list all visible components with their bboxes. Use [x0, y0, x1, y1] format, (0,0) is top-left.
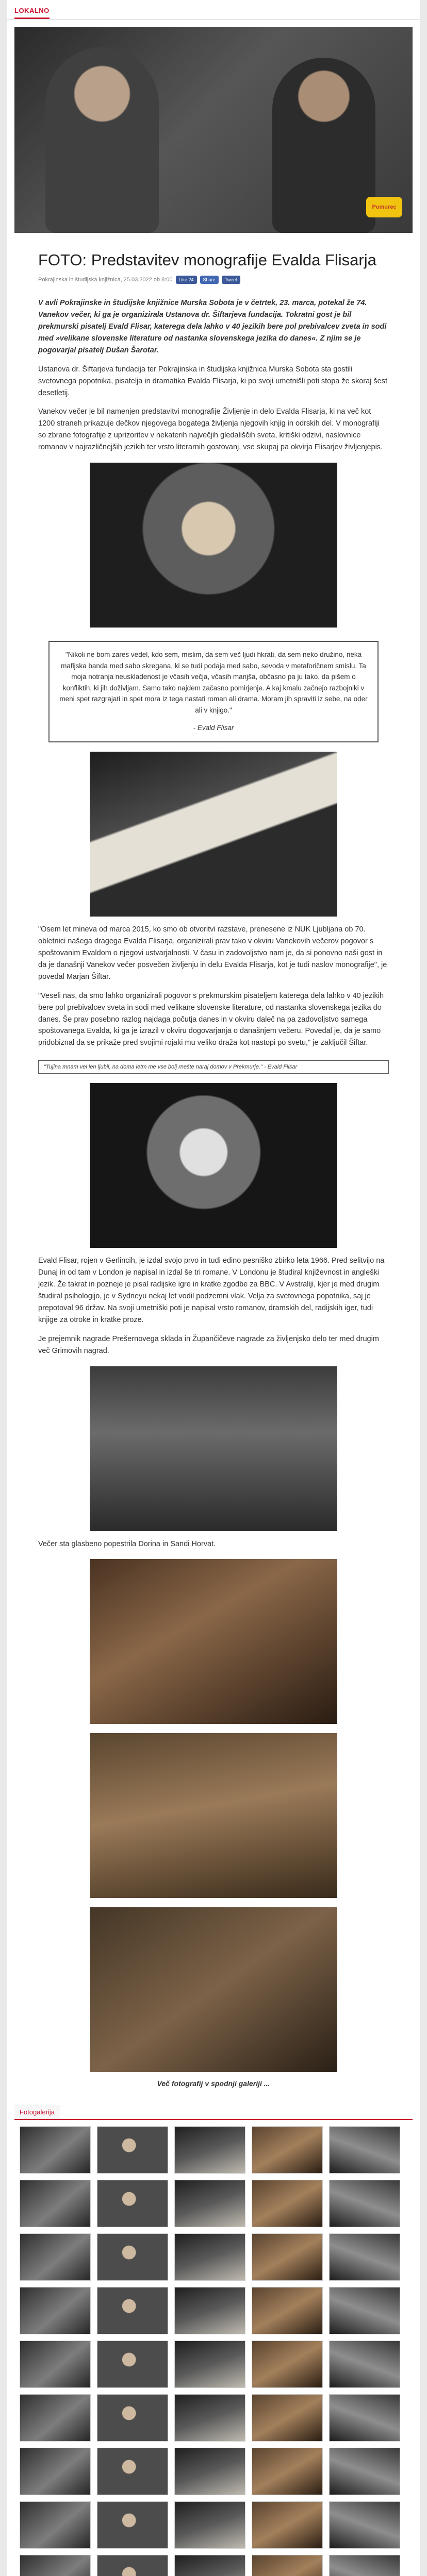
paragraph-1: Ustanova dr. Šiftarjeva fundacija ter Pokrajinska in študijska knjižnica Murska Sobota sta gostili svetovnega popotnika, pisatelja in dramatika Evalda Flisarja, ki po svoji umetnišli poti stopa že skoraj šest desetletij. — [38, 365, 388, 397]
article-photo-1[interactable] — [90, 463, 337, 628]
gallery-thumbnail[interactable] — [252, 2233, 323, 2281]
gallery-thumbnail[interactable] — [20, 2448, 91, 2495]
gallery-title[interactable]: Fotogalerija — [14, 2105, 60, 2119]
gallery-thumbnail[interactable] — [20, 2180, 91, 2227]
gallery-thumbnail[interactable] — [174, 2448, 245, 2495]
gallery-thumbnail[interactable] — [174, 2180, 245, 2227]
gallery-thumbnail[interactable] — [252, 2287, 323, 2334]
gallery-thumbnail[interactable] — [252, 2394, 323, 2442]
gallery-thumbnail[interactable] — [20, 2233, 91, 2281]
gallery-thumbnail[interactable] — [329, 2555, 400, 2576]
gallery-thumbnail[interactable] — [174, 2501, 245, 2549]
article-lead: V avli Pokrajinske in študijske knjižnice Murska Sobota je v četrtek, 23. marca, potekal že 74. Vanekov večer, ki ga je organizirala Ustanova dr. Šiftarjeva fundacija. Tokratni gost je bil prekmurski pisatelj Evald Flisar, katerega dela lahko v 40 jezikih bere pol prebivalcev zveta in sodi med »velikane slovenske literature od nastanka slovenskega jezika do danes«. Z njim se je pogovarjal pisatelj Dušan Šarotar. — [38, 299, 387, 354]
top-bar — [7, 0, 420, 20]
gallery-thumbnail[interactable] — [174, 2555, 245, 2576]
gallery-thumbnail[interactable] — [329, 2126, 400, 2174]
gallery-thumbnail[interactable] — [252, 2341, 323, 2388]
article-photo-3[interactable] — [90, 1083, 337, 1248]
gallery-thumbnail[interactable] — [97, 2287, 168, 2334]
gallery-thumbnail[interactable] — [174, 2341, 245, 2388]
gallery-thumbnail[interactable] — [97, 2233, 168, 2281]
paragraph-4: "Veseli nas, da smo lahko organizirali pogovor s prekmurskim pisateljem katerega dela lahko v 40 jezikih bere pol prebivalcev sveta in sodi med velikane slovenske literature, od nastanka slovenskega jezika do danes. Še prav posebno razlog najdaga počutja danes in v okviru daleč na pa zadovoljstvo samega spoštovanega Evalda, ki ga je izrazil v okviru dogovarjanja o današnjem večeru. Povedal je, da je samo pridobiznal da se prikaže pred svojimi rojaki mu veliko draža kot nastopi po svetu," je zaključil Šiftar. — [38, 991, 384, 1047]
facebook-share-button[interactable]: Share — [200, 276, 219, 284]
gallery-thumbnail[interactable] — [329, 2394, 400, 2442]
facebook-like-button[interactable]: Like 24 — [176, 276, 197, 284]
gallery-thumbnail[interactable] — [20, 2287, 91, 2334]
article-content — [7, 250, 420, 2088]
gallery-thumbnail[interactable] — [20, 2126, 91, 2174]
gallery-thumbnail[interactable] — [20, 2501, 91, 2549]
paragraph-6: Je prejemnik nagrade Prešernovega sklada in Župančičeve nagrade za življenjsko delo ter med drugim več Grimovih nagrad. — [38, 1334, 379, 1355]
article-title: FOTO: Predstavitev monografije Evalda Flisarja — [38, 251, 376, 269]
gallery-thumbnail[interactable] — [329, 2448, 400, 2495]
article-photo-4[interactable] — [90, 1366, 337, 1531]
hero-person-right — [272, 58, 375, 233]
gallery-thumbnail[interactable] — [97, 2126, 168, 2174]
gallery-thumbnail[interactable] — [20, 2394, 91, 2442]
paragraph-3: "Osem let mineva od marca 2015, ko smo ob otvoritvi razstave, prenesene iz NUK Ljubljana ob 70. obletnici našega dragega Evalda Flisarja, organizirali prav tako v okviru Vanekovih večerov pogovor s spoštovanim Evaldom o njegovi ustvarjalnosti. V času in zadovoljstvo nam je, da si ponovno naši gost in da je današnji Vanekov večer posvečen življenju in delu Evalda Flisarja, kot je tudi naslov monografije", je povedal Marjan Šiftar. — [38, 925, 387, 981]
quote-box — [48, 641, 379, 742]
gallery-caption: Več fotografij v spodnji galeriji ... — [157, 2079, 270, 2088]
gallery-thumbnail[interactable] — [252, 2126, 323, 2174]
gallery-thumbnail[interactable] — [252, 2501, 323, 2549]
gallery-thumbnail[interactable] — [97, 2394, 168, 2442]
gallery-thumbnail[interactable] — [252, 2180, 323, 2227]
gallery-thumbnail[interactable] — [329, 2341, 400, 2388]
article-photo-2[interactable] — [90, 752, 337, 917]
gallery-grid — [20, 2126, 407, 2576]
gallery-thumbnail[interactable] — [97, 2555, 168, 2576]
article-photo-5[interactable] — [90, 1559, 337, 1724]
gallery-thumbnail[interactable] — [174, 2126, 245, 2174]
gallery-thumbnail[interactable] — [329, 2501, 400, 2549]
hero-person-left — [45, 47, 159, 233]
article-meta — [38, 276, 389, 284]
small-quote: "Tujina mnam vel len ljubil, na doma letm me vse bolj rnešte naraj domov v Prekmurje." - Evald Flisar — [38, 1060, 389, 1074]
gallery-thumbnail[interactable] — [97, 2180, 168, 2227]
quote-signature: - Evald Flisar — [193, 723, 234, 732]
gallery-thumbnail[interactable] — [97, 2448, 168, 2495]
paragraph-2: Vanekov večer je bil namenjen predstavitvi monografije Življenje in delo Evalda Flisarja, ki na več kot 1200 straneh prikazuje dečkov njegovega bogatega življenja njegovih knjig in odrskih del. V monografiji so zbrane fotografije z uprizoritev v nekaterih največjih gledališčih sveta, kritiški odzivi, naslovnice romanov v najrazličnejših jezikih ter vrsto literarnih gostovanj, vse skupaj pa okvirja Flisarjev življenjepis. — [38, 408, 383, 452]
gallery-thumbnail[interactable] — [174, 2287, 245, 2334]
gallery-thumbnail[interactable] — [329, 2180, 400, 2227]
gallery-header — [14, 2105, 413, 2120]
watermark-badge: Pomurec — [366, 197, 402, 217]
paragraph-7: Večer sta glasbeno popestrila Dorina in Sandi Horvat. — [38, 1539, 216, 1548]
gallery-thumbnail[interactable] — [329, 2287, 400, 2334]
quote-text: "Nikoli ne bom zares vedel, kdo sem, mislim, da sem več ljudi hkrati, da sem neko družino, neka mafijska banda med sabo skregana, ki se tudi podaja med sabo, sevoda v metaforičnem smislu. Ta moja notranja neuskladenost je včasih večja, včasih manjša, občasno pa ju tako, da pišem o konfliktih, ki jih doživljam. Samo tako najdem začasno pomirjenje. A kaj kmalu začnejo razbojniki v meni spet razgrajati in spet mora iz tega nastati roman ali drama. Moram jih spraviti iz sebe, na oder ali v knjigo." — [59, 651, 368, 715]
gallery-thumbnail[interactable] — [20, 2341, 91, 2388]
gallery-thumbnail[interactable] — [252, 2555, 323, 2576]
hero-image[interactable] — [14, 27, 413, 233]
article-photo-6[interactable] — [90, 1733, 337, 1898]
page — [7, 0, 420, 2576]
gallery-thumbnail[interactable] — [252, 2448, 323, 2495]
category-tab[interactable]: LOKALNO — [14, 7, 50, 19]
paragraph-5: Evald Flisar, rojen v Gerlincih, je izdal svojo prvo in tudi edino pesniško zbirko leta 1966. Pred selitvijo na Dunaj in od tam v London je napisal in izdal še tri romane. V Londonu je študiral književnost in angleški jezik. Že takrat in pozneje je pisal radijske igre in kratke zgodbe za BBC. V Avstraliji, kjer je med drugim študiral psihologijo, je v Sydneyu nekaj let vodil podzemni vlak. Velja za svetovnega popotnika, saj je prepotoval 96 držav. Na svoji umetniški poti je napisal vrsto romanov, dramskih del, radijskih iger, tudi knjige za otroke in kratke proze. — [38, 1257, 385, 1324]
gallery-thumbnail[interactable] — [329, 2233, 400, 2281]
gallery-thumbnail[interactable] — [174, 2233, 245, 2281]
gallery-thumbnail[interactable] — [174, 2394, 245, 2442]
article-meta-text: Pokrajinska in študijska knjižnica, 25.03.2022 ob 8:00 — [38, 277, 173, 283]
tweet-button[interactable]: Tweet — [222, 276, 240, 284]
gallery-thumbnail[interactable] — [20, 2555, 91, 2576]
gallery-thumbnail[interactable] — [97, 2501, 168, 2549]
article-photo-7[interactable] — [90, 1907, 337, 2072]
gallery-thumbnail[interactable] — [97, 2341, 168, 2388]
